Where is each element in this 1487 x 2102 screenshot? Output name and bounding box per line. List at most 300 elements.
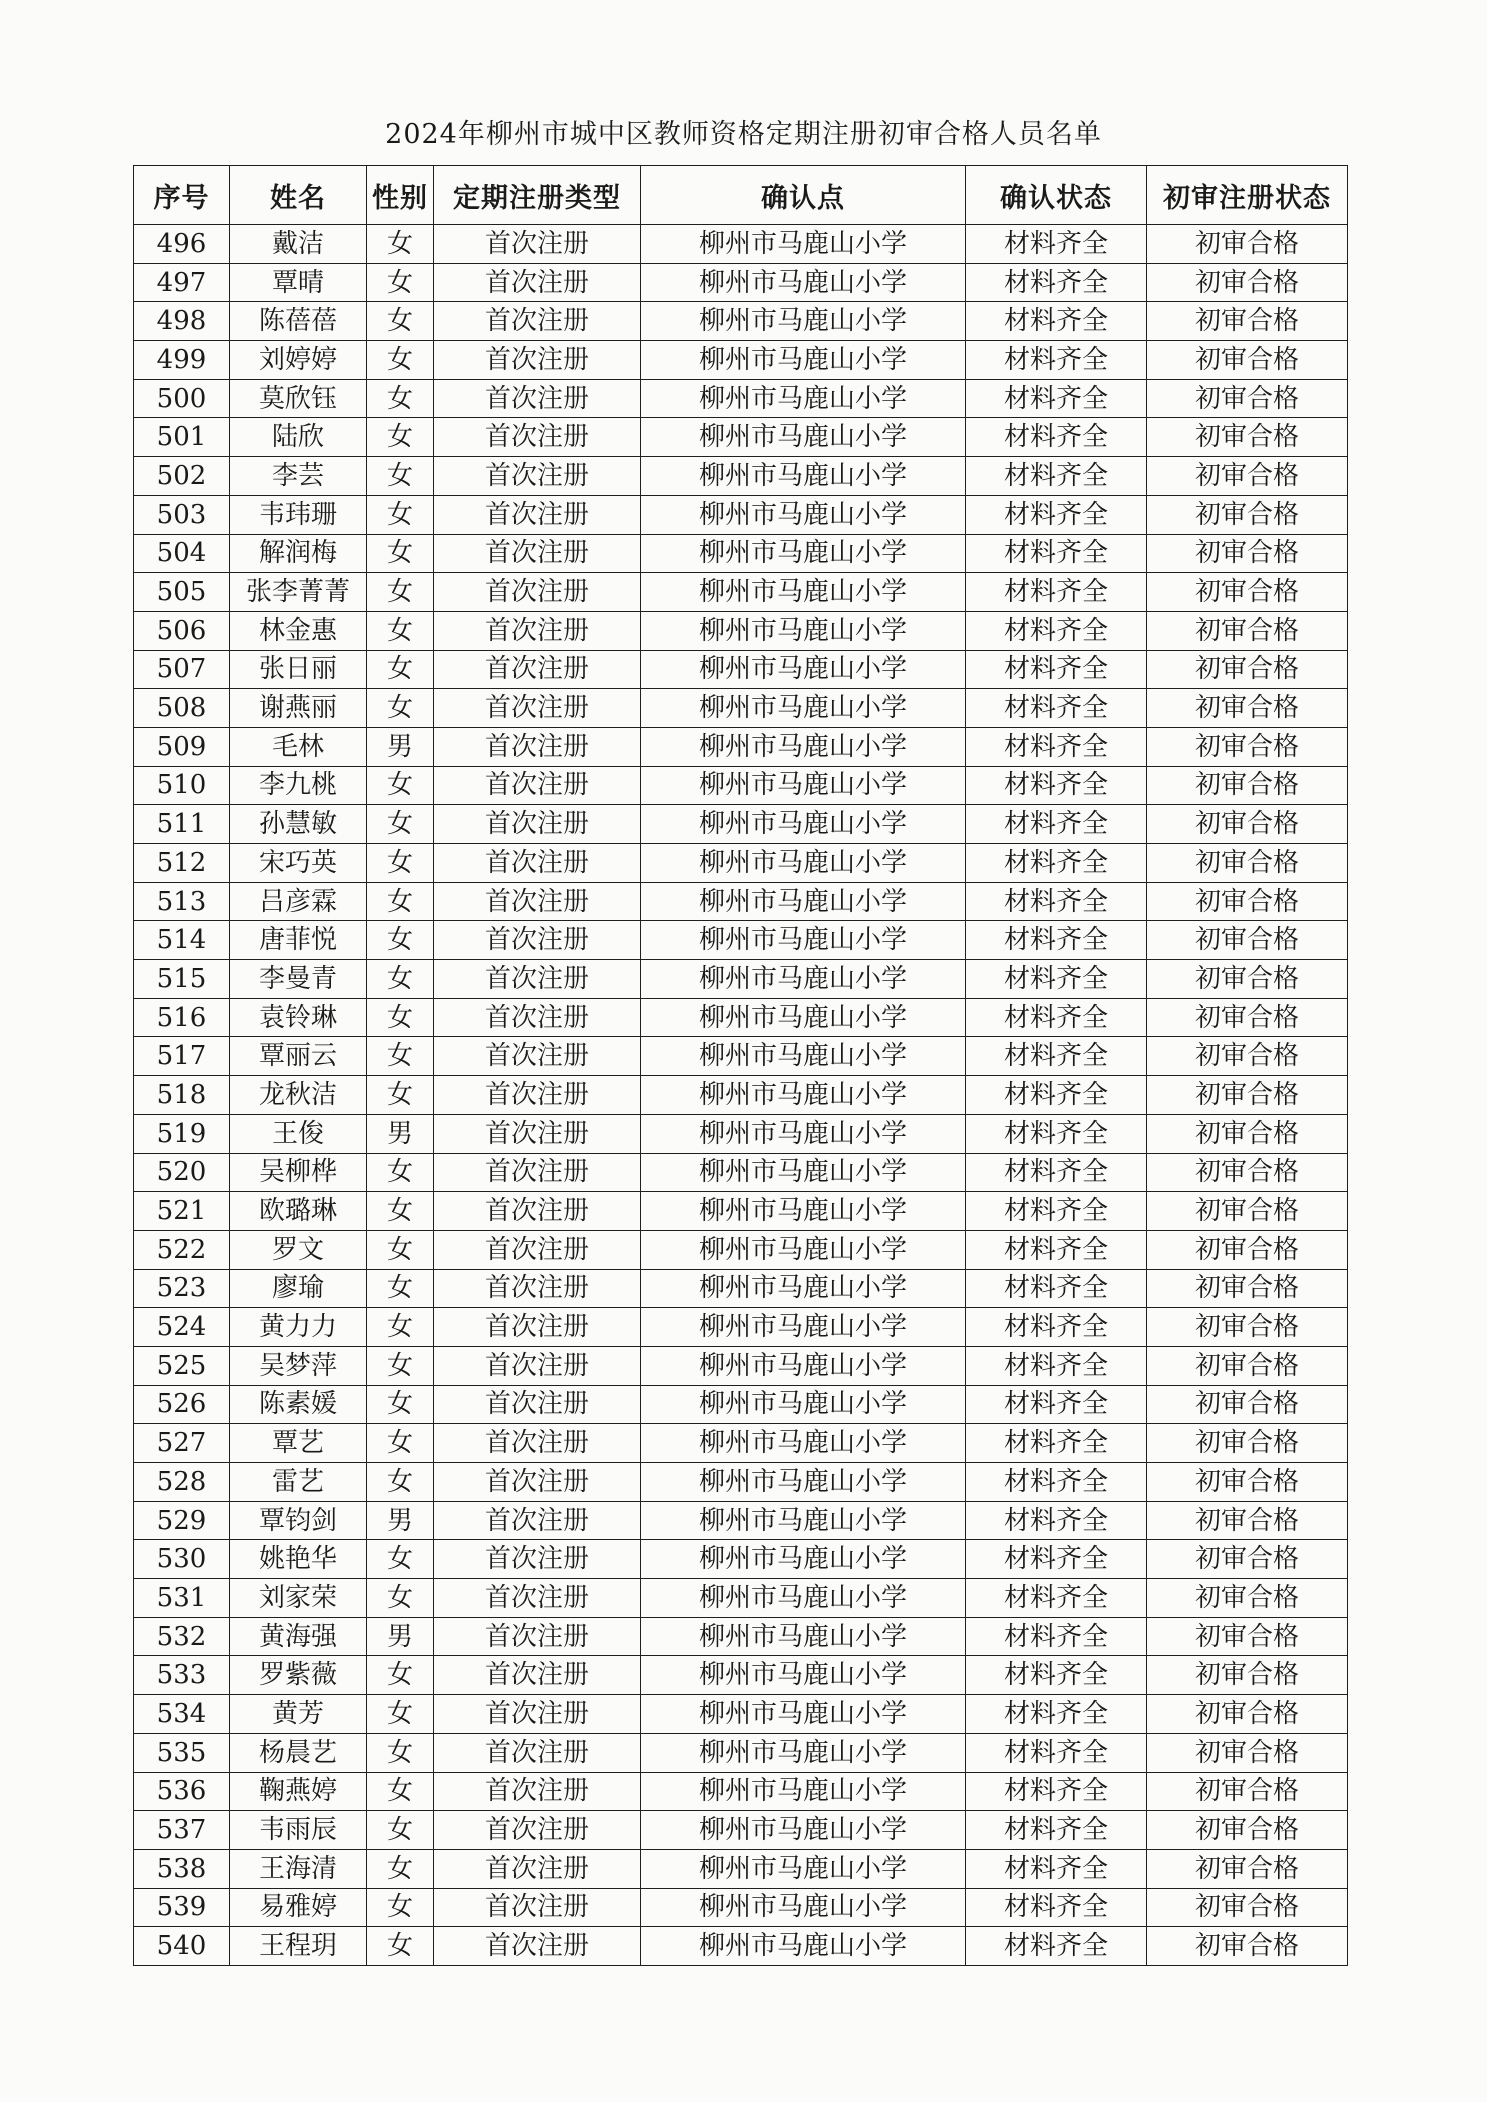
cell-name: 王俊	[230, 1114, 367, 1153]
cell-registration-type: 首次注册	[434, 263, 641, 302]
cell-registration-type: 首次注册	[434, 1501, 641, 1540]
cell-index: 527	[134, 1424, 230, 1463]
cell-index: 508	[134, 689, 230, 728]
cell-confirmation-status: 材料齐全	[966, 998, 1147, 1037]
cell-confirmation-status: 材料齐全	[966, 1733, 1147, 1772]
cell-review-status: 初审合格	[1147, 302, 1348, 341]
cell-name: 雷艺	[230, 1463, 367, 1502]
cell-gender: 女	[367, 1153, 434, 1192]
cell-confirmation-site: 柳州市马鹿山小学	[641, 302, 966, 341]
cell-review-status: 初审合格	[1147, 418, 1348, 457]
cell-name: 黄力力	[230, 1308, 367, 1347]
cell-confirmation-status: 材料齐全	[966, 457, 1147, 496]
cell-review-status: 初审合格	[1147, 1269, 1348, 1308]
cell-confirmation-status: 材料齐全	[966, 1385, 1147, 1424]
cell-confirmation-site: 柳州市马鹿山小学	[641, 1153, 966, 1192]
cell-gender: 女	[367, 1656, 434, 1695]
cell-index: 522	[134, 1230, 230, 1269]
cell-index: 506	[134, 611, 230, 650]
cell-registration-type: 首次注册	[434, 457, 641, 496]
cell-name: 李九桃	[230, 766, 367, 805]
cell-confirmation-site: 柳州市马鹿山小学	[641, 960, 966, 999]
table-row	[134, 1888, 1348, 1927]
cell-confirmation-status: 材料齐全	[966, 379, 1147, 418]
cell-review-status: 初审合格	[1147, 1424, 1348, 1463]
cell-name: 刘婷婷	[230, 341, 367, 380]
cell-confirmation-site: 柳州市马鹿山小学	[641, 611, 966, 650]
table-row	[134, 1153, 1348, 1192]
cell-name: 袁铃琳	[230, 998, 367, 1037]
cell-confirmation-site: 柳州市马鹿山小学	[641, 1037, 966, 1076]
cell-confirmation-status: 材料齐全	[966, 1849, 1147, 1888]
cell-confirmation-status: 材料齐全	[966, 805, 1147, 844]
cell-confirmation-site: 柳州市马鹿山小学	[641, 1927, 966, 1966]
cell-confirmation-site: 柳州市马鹿山小学	[641, 1656, 966, 1695]
cell-review-status: 初审合格	[1147, 844, 1348, 883]
cell-registration-type: 首次注册	[434, 418, 641, 457]
cell-index: 511	[134, 805, 230, 844]
cell-name: 张日丽	[230, 650, 367, 689]
cell-registration-type: 首次注册	[434, 1463, 641, 1502]
cell-name: 谢燕丽	[230, 689, 367, 728]
cell-confirmation-site: 柳州市马鹿山小学	[641, 998, 966, 1037]
table-row	[134, 1849, 1348, 1888]
cell-name: 陈素媛	[230, 1385, 367, 1424]
table-row	[134, 921, 1348, 960]
cell-name: 李曼青	[230, 960, 367, 999]
table-row	[134, 1076, 1348, 1115]
col-header-gender: 性别	[367, 166, 434, 225]
cell-index: 534	[134, 1695, 230, 1734]
cell-confirmation-status: 材料齐全	[966, 689, 1147, 728]
cell-index: 530	[134, 1540, 230, 1579]
cell-gender: 女	[367, 844, 434, 883]
cell-confirmation-site: 柳州市马鹿山小学	[641, 573, 966, 612]
cell-confirmation-site: 柳州市马鹿山小学	[641, 766, 966, 805]
table-row	[134, 960, 1348, 999]
cell-gender: 女	[367, 1695, 434, 1734]
cell-name: 覃钧剑	[230, 1501, 367, 1540]
cell-confirmation-status: 材料齐全	[966, 1192, 1147, 1231]
cell-gender: 女	[367, 1346, 434, 1385]
cell-review-status: 初审合格	[1147, 1037, 1348, 1076]
cell-registration-type: 首次注册	[434, 650, 641, 689]
cell-index: 521	[134, 1192, 230, 1231]
cell-review-status: 初审合格	[1147, 1772, 1348, 1811]
roster-table	[133, 165, 1348, 1966]
table-row	[134, 1540, 1348, 1579]
col-header-name: 姓名	[230, 166, 367, 225]
cell-registration-type: 首次注册	[434, 689, 641, 728]
table-row	[134, 611, 1348, 650]
cell-index: 503	[134, 495, 230, 534]
cell-confirmation-site: 柳州市马鹿山小学	[641, 1308, 966, 1347]
cell-index: 509	[134, 727, 230, 766]
cell-registration-type: 首次注册	[434, 882, 641, 921]
cell-index: 496	[134, 225, 230, 264]
cell-gender: 女	[367, 1849, 434, 1888]
table-row	[134, 495, 1348, 534]
cell-confirmation-status: 材料齐全	[966, 302, 1147, 341]
cell-confirmation-status: 材料齐全	[966, 882, 1147, 921]
cell-gender: 女	[367, 1772, 434, 1811]
cell-registration-type: 首次注册	[434, 534, 641, 573]
cell-review-status: 初审合格	[1147, 573, 1348, 612]
cell-review-status: 初审合格	[1147, 1849, 1348, 1888]
cell-index: 526	[134, 1385, 230, 1424]
cell-registration-type: 首次注册	[434, 1772, 641, 1811]
cell-confirmation-site: 柳州市马鹿山小学	[641, 1076, 966, 1115]
cell-confirmation-status: 材料齐全	[966, 921, 1147, 960]
cell-index: 525	[134, 1346, 230, 1385]
cell-gender: 女	[367, 1927, 434, 1966]
cell-review-status: 初审合格	[1147, 457, 1348, 496]
cell-review-status: 初审合格	[1147, 1927, 1348, 1966]
cell-registration-type: 首次注册	[434, 1269, 641, 1308]
cell-registration-type: 首次注册	[434, 1540, 641, 1579]
table-row	[134, 1579, 1348, 1618]
cell-name: 王海清	[230, 1849, 367, 1888]
cell-review-status: 初审合格	[1147, 882, 1348, 921]
cell-confirmation-status: 材料齐全	[966, 495, 1147, 534]
table-row	[134, 225, 1348, 264]
col-header-registration-type: 定期注册类型	[434, 166, 641, 225]
cell-confirmation-status: 材料齐全	[966, 1076, 1147, 1115]
cell-registration-type: 首次注册	[434, 225, 641, 264]
cell-confirmation-site: 柳州市马鹿山小学	[641, 1463, 966, 1502]
cell-confirmation-site: 柳州市马鹿山小学	[641, 225, 966, 264]
cell-gender: 女	[367, 379, 434, 418]
table-row	[134, 727, 1348, 766]
cell-confirmation-status: 材料齐全	[966, 766, 1147, 805]
cell-index: 501	[134, 418, 230, 457]
cell-index: 537	[134, 1811, 230, 1850]
cell-registration-type: 首次注册	[434, 1617, 641, 1656]
cell-index: 523	[134, 1269, 230, 1308]
cell-confirmation-status: 材料齐全	[966, 1540, 1147, 1579]
cell-name: 欧璐琳	[230, 1192, 367, 1231]
table-row	[134, 1192, 1348, 1231]
cell-registration-type: 首次注册	[434, 495, 641, 534]
cell-index: 529	[134, 1501, 230, 1540]
cell-confirmation-site: 柳州市马鹿山小学	[641, 1772, 966, 1811]
cell-review-status: 初审合格	[1147, 1114, 1348, 1153]
cell-name: 覃丽云	[230, 1037, 367, 1076]
cell-index: 517	[134, 1037, 230, 1076]
cell-confirmation-site: 柳州市马鹿山小学	[641, 418, 966, 457]
cell-confirmation-site: 柳州市马鹿山小学	[641, 263, 966, 302]
cell-gender: 女	[367, 418, 434, 457]
cell-registration-type: 首次注册	[434, 302, 641, 341]
cell-confirmation-status: 材料齐全	[966, 1617, 1147, 1656]
cell-name: 戴洁	[230, 225, 367, 264]
cell-confirmation-status: 材料齐全	[966, 844, 1147, 883]
header-row	[134, 166, 1348, 225]
cell-confirmation-status: 材料齐全	[966, 1811, 1147, 1850]
table-row	[134, 1114, 1348, 1153]
cell-registration-type: 首次注册	[434, 1037, 641, 1076]
cell-registration-type: 首次注册	[434, 1385, 641, 1424]
table-row	[134, 1463, 1348, 1502]
cell-registration-type: 首次注册	[434, 1849, 641, 1888]
table-row	[134, 1501, 1348, 1540]
cell-gender: 女	[367, 1192, 434, 1231]
table-row	[134, 573, 1348, 612]
cell-index: 539	[134, 1888, 230, 1927]
cell-gender: 女	[367, 1579, 434, 1618]
cell-name: 吕彦霖	[230, 882, 367, 921]
table-row	[134, 1656, 1348, 1695]
table-row	[134, 882, 1348, 921]
cell-registration-type: 首次注册	[434, 805, 641, 844]
cell-confirmation-status: 材料齐全	[966, 1424, 1147, 1463]
cell-confirmation-status: 材料齐全	[966, 263, 1147, 302]
cell-registration-type: 首次注册	[434, 921, 641, 960]
cell-review-status: 初审合格	[1147, 263, 1348, 302]
cell-confirmation-site: 柳州市马鹿山小学	[641, 495, 966, 534]
table-row	[134, 766, 1348, 805]
cell-review-status: 初审合格	[1147, 727, 1348, 766]
cell-confirmation-status: 材料齐全	[966, 1888, 1147, 1927]
cell-confirmation-status: 材料齐全	[966, 341, 1147, 380]
cell-gender: 女	[367, 611, 434, 650]
cell-review-status: 初审合格	[1147, 341, 1348, 380]
table-row	[134, 1733, 1348, 1772]
cell-registration-type: 首次注册	[434, 573, 641, 612]
table-row	[134, 1424, 1348, 1463]
cell-confirmation-site: 柳州市马鹿山小学	[641, 882, 966, 921]
cell-name: 孙慧敏	[230, 805, 367, 844]
cell-index: 515	[134, 960, 230, 999]
cell-index: 540	[134, 1927, 230, 1966]
col-header-index: 序号	[134, 166, 230, 225]
table-row	[134, 1037, 1348, 1076]
cell-name: 韦玮珊	[230, 495, 367, 534]
cell-index: 536	[134, 1772, 230, 1811]
cell-review-status: 初审合格	[1147, 960, 1348, 999]
cell-name: 杨晨艺	[230, 1733, 367, 1772]
cell-review-status: 初审合格	[1147, 1579, 1348, 1618]
cell-gender: 女	[367, 573, 434, 612]
cell-confirmation-status: 材料齐全	[966, 1927, 1147, 1966]
cell-confirmation-site: 柳州市马鹿山小学	[641, 1695, 966, 1734]
cell-confirmation-site: 柳州市马鹿山小学	[641, 727, 966, 766]
table-row	[134, 1811, 1348, 1850]
table-row	[134, 379, 1348, 418]
cell-confirmation-status: 材料齐全	[966, 1269, 1147, 1308]
cell-confirmation-status: 材料齐全	[966, 1037, 1147, 1076]
cell-confirmation-status: 材料齐全	[966, 1114, 1147, 1153]
cell-index: 531	[134, 1579, 230, 1618]
cell-name: 莫欣钰	[230, 379, 367, 418]
cell-confirmation-site: 柳州市马鹿山小学	[641, 457, 966, 496]
cell-confirmation-site: 柳州市马鹿山小学	[641, 1733, 966, 1772]
cell-gender: 女	[367, 302, 434, 341]
cell-review-status: 初审合格	[1147, 1230, 1348, 1269]
cell-review-status: 初审合格	[1147, 1076, 1348, 1115]
cell-confirmation-site: 柳州市马鹿山小学	[641, 650, 966, 689]
cell-name: 罗文	[230, 1230, 367, 1269]
cell-registration-type: 首次注册	[434, 1888, 641, 1927]
cell-review-status: 初审合格	[1147, 805, 1348, 844]
cell-index: 514	[134, 921, 230, 960]
table-row	[134, 1308, 1348, 1347]
cell-review-status: 初审合格	[1147, 1192, 1348, 1231]
cell-confirmation-status: 材料齐全	[966, 727, 1147, 766]
cell-confirmation-site: 柳州市马鹿山小学	[641, 1346, 966, 1385]
table-row	[134, 1772, 1348, 1811]
cell-registration-type: 首次注册	[434, 1114, 641, 1153]
cell-registration-type: 首次注册	[434, 1308, 641, 1347]
table-row	[134, 418, 1348, 457]
cell-confirmation-site: 柳州市马鹿山小学	[641, 341, 966, 380]
table-row	[134, 1695, 1348, 1734]
cell-confirmation-site: 柳州市马鹿山小学	[641, 1579, 966, 1618]
cell-name: 宋巧英	[230, 844, 367, 883]
cell-confirmation-site: 柳州市马鹿山小学	[641, 379, 966, 418]
cell-index: 524	[134, 1308, 230, 1347]
cell-confirmation-status: 材料齐全	[966, 1501, 1147, 1540]
cell-confirmation-site: 柳州市马鹿山小学	[641, 1849, 966, 1888]
cell-name: 吴梦萍	[230, 1346, 367, 1385]
roster-body	[134, 225, 1348, 1966]
cell-gender: 女	[367, 1463, 434, 1502]
table-row	[134, 457, 1348, 496]
cell-review-status: 初审合格	[1147, 495, 1348, 534]
cell-review-status: 初审合格	[1147, 1540, 1348, 1579]
cell-review-status: 初审合格	[1147, 650, 1348, 689]
cell-index: 504	[134, 534, 230, 573]
cell-review-status: 初审合格	[1147, 921, 1348, 960]
cell-gender: 女	[367, 1424, 434, 1463]
cell-confirmation-site: 柳州市马鹿山小学	[641, 1811, 966, 1850]
cell-gender: 女	[367, 960, 434, 999]
cell-registration-type: 首次注册	[434, 998, 641, 1037]
cell-review-status: 初审合格	[1147, 1888, 1348, 1927]
cell-confirmation-status: 材料齐全	[966, 1153, 1147, 1192]
cell-confirmation-site: 柳州市马鹿山小学	[641, 1192, 966, 1231]
cell-name: 龙秋洁	[230, 1076, 367, 1115]
cell-name: 易雅婷	[230, 1888, 367, 1927]
cell-registration-type: 首次注册	[434, 727, 641, 766]
cell-name: 刘家荣	[230, 1579, 367, 1618]
cell-review-status: 初审合格	[1147, 1733, 1348, 1772]
cell-confirmation-site: 柳州市马鹿山小学	[641, 1230, 966, 1269]
cell-confirmation-site: 柳州市马鹿山小学	[641, 1424, 966, 1463]
cell-confirmation-status: 材料齐全	[966, 1463, 1147, 1502]
cell-name: 鞠燕婷	[230, 1772, 367, 1811]
cell-name: 唐菲悦	[230, 921, 367, 960]
cell-index: 516	[134, 998, 230, 1037]
cell-name: 黄芳	[230, 1695, 367, 1734]
cell-confirmation-status: 材料齐全	[966, 1230, 1147, 1269]
cell-gender: 女	[367, 650, 434, 689]
cell-confirmation-status: 材料齐全	[966, 573, 1147, 612]
cell-registration-type: 首次注册	[434, 766, 641, 805]
document-title: 2024年柳州市城中区教师资格定期注册初审合格人员名单	[385, 119, 1102, 150]
cell-gender: 女	[367, 495, 434, 534]
cell-review-status: 初审合格	[1147, 1501, 1348, 1540]
cell-index: 498	[134, 302, 230, 341]
cell-review-status: 初审合格	[1147, 1308, 1348, 1347]
cell-gender: 女	[367, 534, 434, 573]
cell-name: 廖瑜	[230, 1269, 367, 1308]
cell-gender: 女	[367, 1230, 434, 1269]
cell-review-status: 初审合格	[1147, 225, 1348, 264]
cell-gender: 女	[367, 998, 434, 1037]
cell-registration-type: 首次注册	[434, 1346, 641, 1385]
cell-confirmation-site: 柳州市马鹿山小学	[641, 1540, 966, 1579]
cell-gender: 男	[367, 1114, 434, 1153]
cell-gender: 女	[367, 1385, 434, 1424]
cell-confirmation-status: 材料齐全	[966, 611, 1147, 650]
table-row	[134, 534, 1348, 573]
table-row	[134, 263, 1348, 302]
cell-confirmation-site: 柳州市马鹿山小学	[641, 1617, 966, 1656]
cell-gender: 女	[367, 1308, 434, 1347]
cell-name: 王程玥	[230, 1927, 367, 1966]
cell-confirmation-site: 柳州市马鹿山小学	[641, 805, 966, 844]
cell-gender: 男	[367, 1501, 434, 1540]
cell-gender: 女	[367, 689, 434, 728]
col-header-confirmation-site: 确认点	[641, 166, 966, 225]
cell-gender: 女	[367, 1540, 434, 1579]
cell-registration-type: 首次注册	[434, 1153, 641, 1192]
cell-index: 505	[134, 573, 230, 612]
cell-name: 李芸	[230, 457, 367, 496]
cell-review-status: 初审合格	[1147, 1385, 1348, 1424]
cell-confirmation-site: 柳州市马鹿山小学	[641, 844, 966, 883]
cell-confirmation-status: 材料齐全	[966, 650, 1147, 689]
cell-registration-type: 首次注册	[434, 1695, 641, 1734]
cell-index: 502	[134, 457, 230, 496]
cell-index: 519	[134, 1114, 230, 1153]
cell-review-status: 初审合格	[1147, 766, 1348, 805]
cell-confirmation-status: 材料齐全	[966, 1656, 1147, 1695]
cell-gender: 女	[367, 263, 434, 302]
table-row	[134, 1385, 1348, 1424]
cell-name: 韦雨辰	[230, 1811, 367, 1850]
cell-registration-type: 首次注册	[434, 1192, 641, 1231]
table-row	[134, 302, 1348, 341]
cell-review-status: 初审合格	[1147, 1811, 1348, 1850]
cell-name: 毛林	[230, 727, 367, 766]
cell-index: 513	[134, 882, 230, 921]
cell-registration-type: 首次注册	[434, 1656, 641, 1695]
cell-name: 吴柳桦	[230, 1153, 367, 1192]
cell-name: 林金惠	[230, 611, 367, 650]
cell-review-status: 初审合格	[1147, 1617, 1348, 1656]
table-row	[134, 1927, 1348, 1966]
cell-gender: 女	[367, 805, 434, 844]
cell-gender: 女	[367, 457, 434, 496]
cell-name: 覃艺	[230, 1424, 367, 1463]
cell-confirmation-site: 柳州市马鹿山小学	[641, 689, 966, 728]
cell-registration-type: 首次注册	[434, 611, 641, 650]
cell-confirmation-status: 材料齐全	[966, 534, 1147, 573]
cell-gender: 男	[367, 727, 434, 766]
cell-name: 陆欣	[230, 418, 367, 457]
cell-review-status: 初审合格	[1147, 998, 1348, 1037]
cell-index: 528	[134, 1463, 230, 1502]
cell-gender: 男	[367, 1617, 434, 1656]
cell-registration-type: 首次注册	[434, 844, 641, 883]
cell-confirmation-status: 材料齐全	[966, 418, 1147, 457]
table-row	[134, 650, 1348, 689]
cell-index: 532	[134, 1617, 230, 1656]
cell-name: 陈蓓蓓	[230, 302, 367, 341]
table-row	[134, 1617, 1348, 1656]
